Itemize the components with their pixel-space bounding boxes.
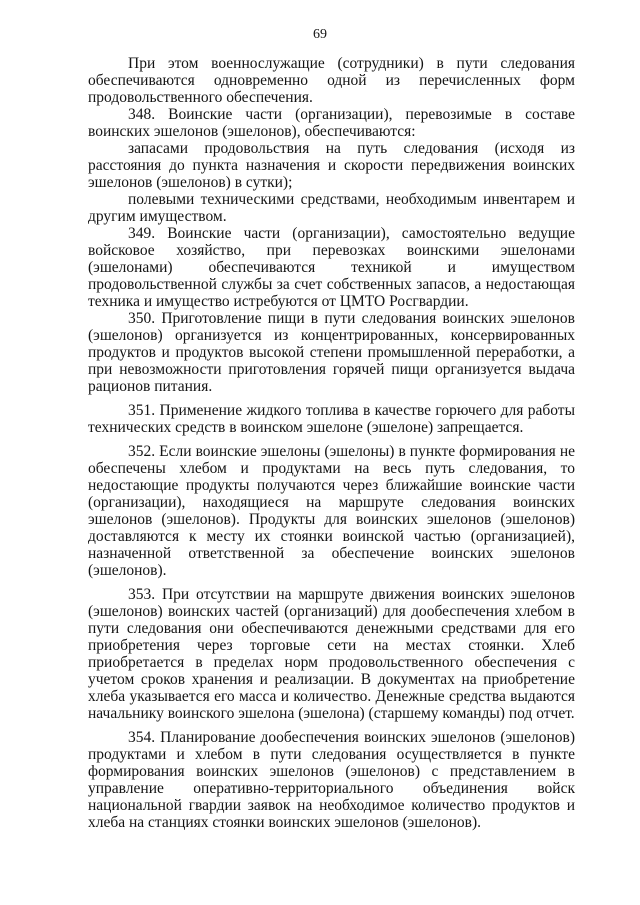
document-body xyxy=(88,55,575,831)
paragraph-349: 349. Воинские части (организации), самостоятельно ведущие войсковое хозяйство, при перевозках воинскими эшелонами (эшелонами) обеспечиваются техникой и имуществом продовольственной службы за счет собственных запасов, а недостающая техника и имущество истребуются от ЦМТО Росгвардии. xyxy=(88,225,575,310)
paragraph-354: 354. Планирование дообеспечения воинских эшелонов (эшелонов) продуктами и хлебом в пути следования осуществляется в пункте формирования воинских эшелонов (эшелонов) с представлением в управление оперативно-территориального объединения войск национальной гвардии заявок на необходимое количество продуктов и хлеба на станциях стоянки воинских эшелонов (эшелонов). xyxy=(88,729,575,831)
paragraph-348: 348. Воинские части (организации), перевозимые в составе воинских эшелонов (эшелонов), обеспечиваются: xyxy=(88,106,575,140)
paragraph-351: 351. Применение жидкого топлива в качестве горючего для работы технических средств в воинском эшелоне (эшелоне) запрещается. xyxy=(88,402,575,436)
page-number: 69 xyxy=(313,27,327,42)
paragraph-350: 350. Приготовление пищи в пути следования воинских эшелонов (эшелонов) организуется из концентрированных, консервированных продуктов и продуктов высокой степени промышленной переработки, а при невозможности приготовления горячей пищи организуется выдача рационов питания. xyxy=(88,310,575,395)
paragraph-intro: При этом военнослужащие (сотрудники) в пути следования обеспечиваются одновременно одной из перечисленных форм продовольственного обеспечения. xyxy=(88,55,575,106)
paragraph-353: 353. При отсутствии на маршруте движения воинских эшелонов (эшелонов) воинских частей (организаций) для дообеспечения хлебом в пути следования они обеспечиваются денежными средствами для его приобретения через торговые сети на местах стоянки. Хлеб приобретается в пределах норм продовольственного обеспечения с учетом сроков хранения и реализации. В документах на приобретение хлеба указывается его масса и количество. Денежные средства выдаются начальнику воинского эшелона (эшелона) (старшему команды) под отчет. xyxy=(88,586,575,722)
paragraph-352: 352. Если воинские эшелоны (эшелоны) в пункте формирования не обеспечены хлебом и продуктами на весь путь следования, то недостающие продукты получаются через ближайшие воинские части (организации), находящиеся на маршруте следования воинских эшелонов (эшелонов). Продукты для воинских эшелонов (эшелонов) доставляются к месту их стоянки воинской частью (организацией), назначенной ответственной за обеспечение воинских эшелонов (эшелонов). xyxy=(88,443,575,579)
paragraph-348-item-1: запасами продовольствия на путь следования (исходя из расстояния до пункта назначения и скорости передвижения воинских эшелонов (эшелонов) в сутки); xyxy=(88,140,575,191)
paragraph-348-item-2: полевыми техническими средствами, необходимым инвентарем и другим имуществом. xyxy=(88,191,575,225)
